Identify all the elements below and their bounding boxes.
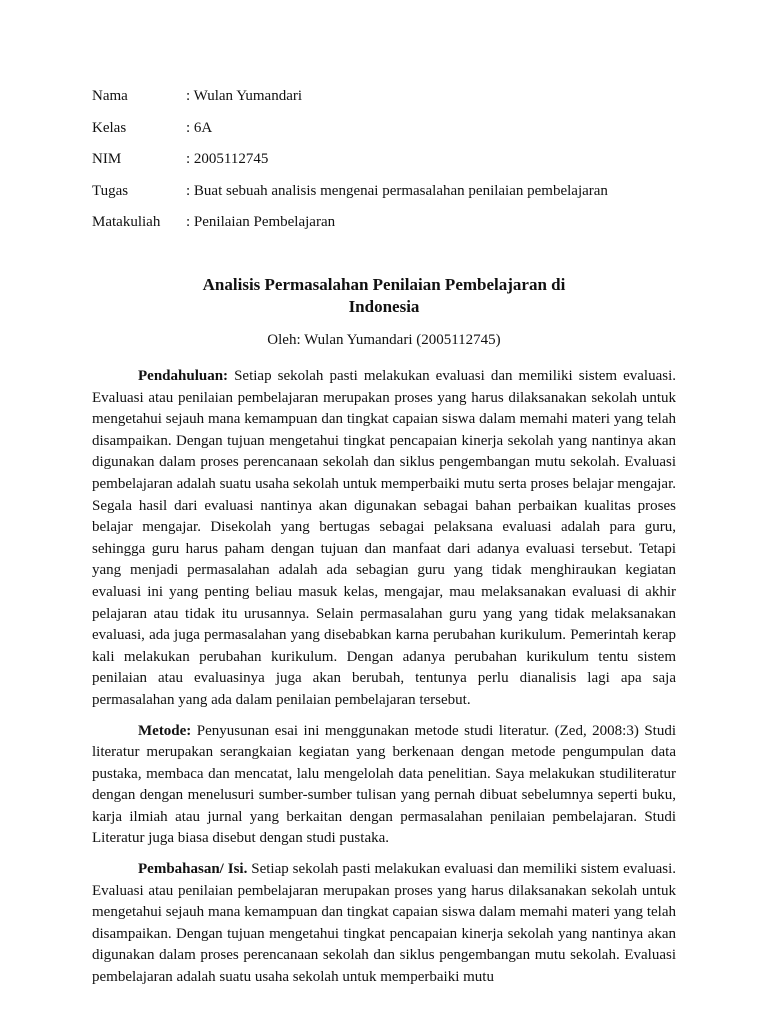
info-value: : 6A: [186, 119, 213, 136]
info-row-matakuliah: [92, 210, 692, 242]
paragraph-heading: Metode:: [138, 722, 192, 739]
info-label: Tugas: [92, 182, 129, 199]
document-title: [92, 274, 676, 318]
document-body: [92, 366, 676, 998]
paragraph-text: Setiap sekolah pasti melakukan evaluasi dan memiliki sistem evaluasi. Evaluasi atau penilaian pembelajaran merupakan proses yang harus dilaksanakan sekolah untuk mengetahui sejauh mana kemampuan dan tingkat capaian siswa dalam memahi materi yang telah disampaikan. Dengan tujuan mengetahui tingkat pencapaian kinerja sekolah yang nantinya akan digunakan dalam proses perencanaan sekolah dan siklus pengembangan mutu sekolah. Evaluasi pembelajaran adalah suatu usaha sekolah untuk memperbaiki mutu: [92, 861, 676, 986]
info-value: : Wulan Yumandari: [186, 88, 303, 104]
info-value: : Penilaian Pembelajaran: [186, 214, 336, 230]
title-line-1: Analisis Permasalahan Penilaian Pembelajaran di: [202, 275, 566, 294]
info-label: NIM: [92, 151, 122, 167]
info-value: : Buat sebuah analisis mengenai permasalahan penilaian pembelajaran: [186, 182, 608, 199]
info-label: Kelas: [92, 119, 127, 136]
paragraph-text: Penyusunan esai ini menggunakan metode studi literatur. (Zed, 2008:3) Studi literatur merupakan serangkaian kegiatan yang berkenaan dengan metode pengumpulan data pustaka, membaca dan mencatat, lalu mengelolah data penelitian. Saya melakukan studiliteratur dengan dengan menelusuri sumber-sumber tulisan yang pernah dibuat sebelumnya seperti buku, karja ilmiah atau jurnal yang berkaitan dengan permasalahan penilaian pembelajaran. Studi Literatur juga biasa disebut dengan studi pustaka.: [92, 722, 676, 847]
author-byline: Oleh: Wulan Yumandari (2005112745): [267, 332, 501, 348]
info-row-nim: [92, 147, 692, 179]
paragraph-heading: Pembahasan/ Isi.: [138, 861, 248, 878]
paragraph-text: Setiap sekolah pasti melakukan evaluasi dan memiliki sistem evaluasi. Evaluasi atau penilaian pembelajaran merupakan proses yang harus dilaksanakan sekolah untuk mengetahui sejauh mana kemampuan dan tingkat capaian siswa dalam memahi materi yang telah disampaikan. Dengan tujuan mengetahui tingkat pencapaian kinerja sekolah yang nantinya akan digunakan dalam proses perencanaan sekolah dan siklus pengembangan mutu sekolah. Evaluasi pembelajaran adalah suatu usaha sekolah untuk memperbaiki mutu serta proses belajar mengajar. Segala hasil dari evaluasi nantinya akan digunakan sebagai bahan perbaikan kualitas proses belajar mengajar. Disekolah yang bertugas sebagai pelaksana evaluasi adalah para guru, sehingga guru harus paham dengan tujuan dan manfaat dari adanya evaluasi tersebut. Tetapi yang menjadi permasalahan adalah ada sebagian guru yang tidak menghiraukan kegiatan evaluasi ini yang penting beliau masuk kelas, mengajar, mau melaksanakan evaluasi di akhir pelajaran atau tidak itu urusannya. Selain permasalahan guru yang yang tidak melaksanakan evaluasi, ada juga permasalahan yang disebabkan karna perubahan kurikulum. Pemerintah kerap kali melakukan perubahan kurikulum. Dengan adanya perubahan kurikulum tentu sistem penilaian atau evaluasinya juga akan berubah, tentunya perlu dianalisis lagi apa saja permasalahan yang ada dalam penilaian pembelajaran tersebut.: [92, 368, 676, 708]
title-line-2: Indonesia: [348, 297, 420, 316]
info-value: : 2005112745: [186, 151, 269, 167]
info-label: Matakuliah: [92, 214, 161, 230]
info-label: Nama: [92, 88, 128, 104]
info-row-tugas: [92, 179, 692, 211]
paragraph-metode: [92, 721, 676, 851]
paragraph-pembahasan: [92, 859, 676, 989]
paragraph-heading: Pendahuluan:: [138, 368, 229, 384]
paragraph-pendahuluan: [92, 366, 676, 712]
info-row-nama: [92, 84, 692, 116]
info-row-kelas: [92, 116, 692, 148]
student-info: [92, 84, 692, 242]
